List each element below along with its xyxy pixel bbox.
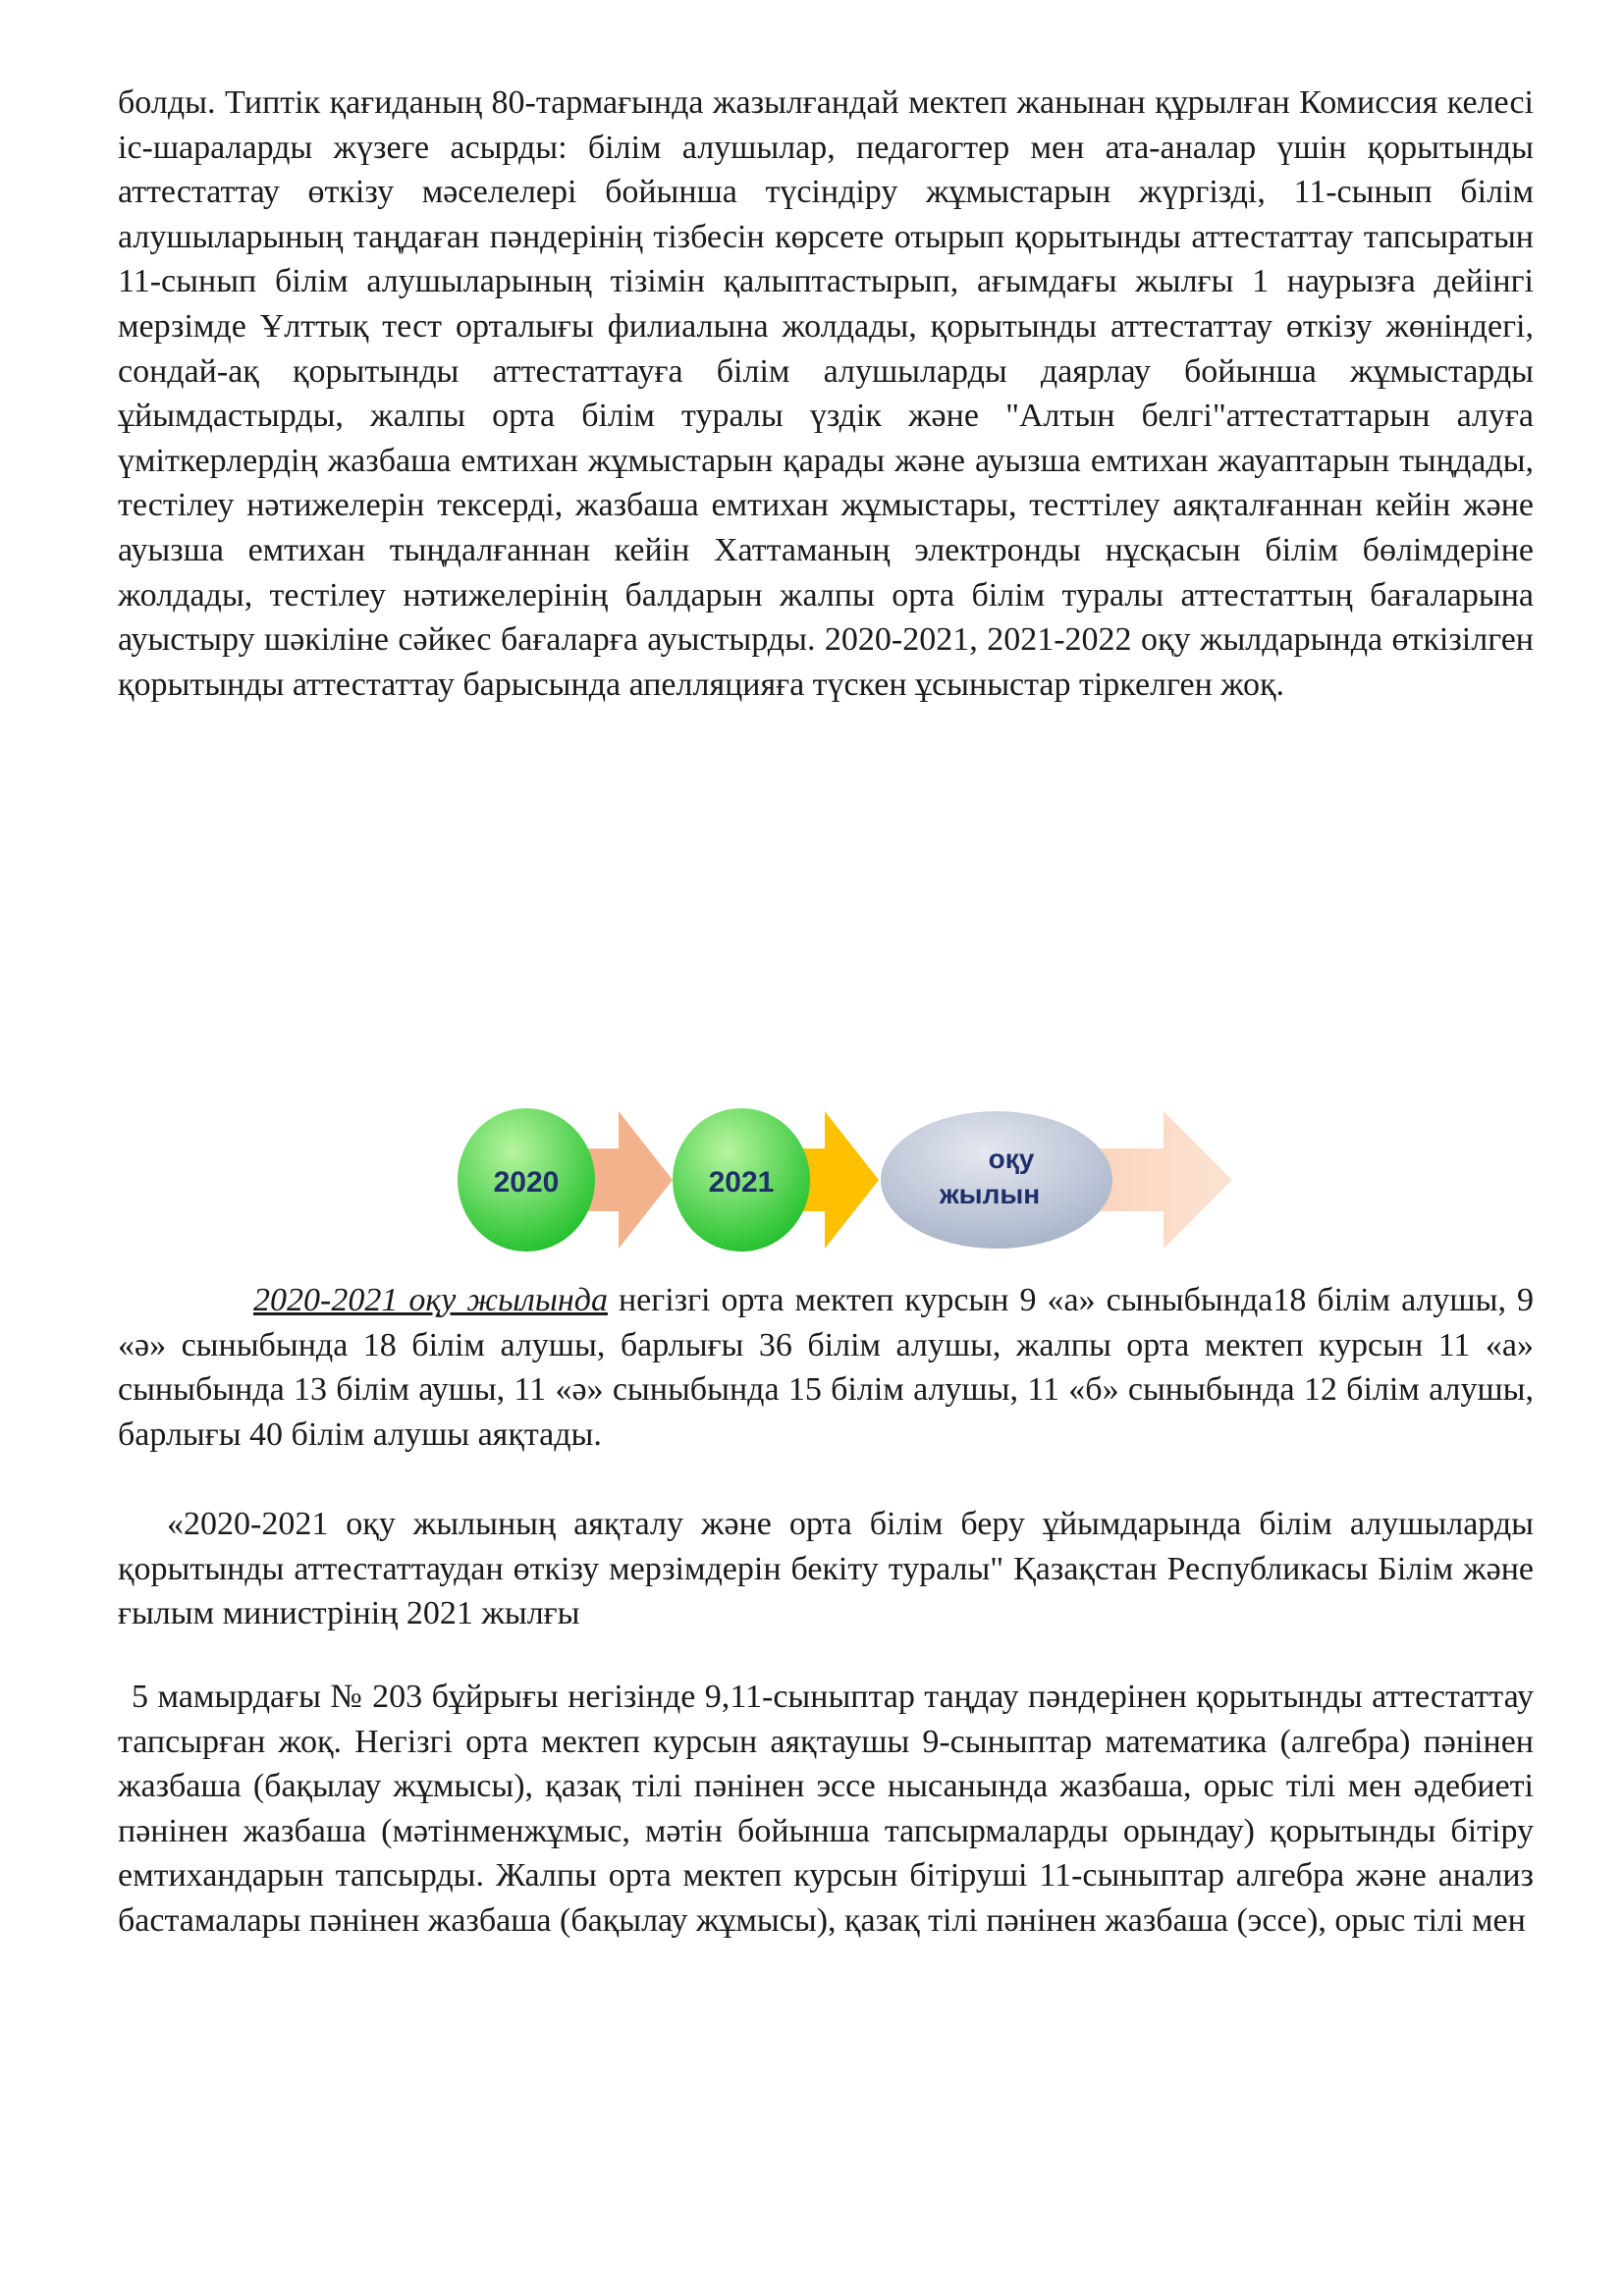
year-heading-italic: 2020-2021 оқу жылында [253,1282,608,1318]
paragraph-2020-2021-graduates [118,1278,1534,1457]
paragraph-exams: 5 мамырдағы № 203 бұйрығы негізінде 9,11-сыныптар таңдау пәндерінен қорытынды аттестаттау тапсырған жоқ. Негізгі орта мектеп курсын аяқтаушы 9-сыныптар математика (алгебра) пәнінен жазбаша (бақылау жұмысы), қазақ тілі пәнінен эссе нысанында жазбаша, орыс тілі мен әдебиеті пәнінен жазбаша (мәтінменжұмыс, мәтін бойынша тапсырмаларды орындау) қорытынды бітіру емтихандарын тапсырды. Жалпы орта мектеп курсын бітіруші 11-сыныптар алгебра және анализ бастамалары пәнінен жазбаша (бақылау жұмысы), қазақ тілі пәнінен жазбаша (эссе), орыс тілі мен [118,1679,1534,1939]
year-2021-label: 2021 [708,1166,775,1199]
diagram-svg [432,1097,1267,1264]
paragraph-2020-2021-text: негізгі орта мектеп курсын 9 «а» сыныбында18 білім алушы, 9 «ә» сыныбында 18 білім алушы, барлығы 36 білім алушы, жалпы орта мектеп курсын 11 «а» сыныбында 13 білім аушы, 11 «ә» сыныбында 15 білім алушы, 11 «б» сыныбында 12 білім алушы, барлығы 40 білім алушы аяқтады. [118,1282,1534,1453]
oval-label-line2: жылын [939,1179,1041,1209]
paragraph-commission-activities: болды. Типтік қағиданың 80-тармағында жазылғандай мектеп жанынан құрылған Комиссия келесі іс-шараларды жүзеге асырды: білім алушылар, педагогтер мен ата-аналар үшін қорытынды аттестаттау өткізу мәселелері бойынша түсіндіру жұмыстарын жүргізді, 11-сынып білім алушыларының таңдаған пәндерінің тізбесін көрсете отырып қорытынды аттестаттау тапсыратын 11-сынып білім алушыларының тізімін қалыптастырып, ағымдағы жылғы 1 наурызға дейінгі мерзімде Ұлттық тест орталығы филиалына жолдады, қорытынды аттестаттау өткізу жөніндегі, сондай-ақ қорытынды аттестаттауға білім алушыларды даярлау бойынша жұмыстарды ұйымдастырды, жалпы орта білім туралы үздік және "Алтын белгі"аттестаттарын алуға үміткерлердің жазбаша емтихан жұмыстарын қарады және ауызша емтихан жауаптарын тыңдады, тестілеу нәтижелерін тексерді, жазбаша емтихан жұмыстары, тесттілеу аяқталғаннан кейін және ауызша емтихан тыңдалғаннан кейін Хаттаманың электронды нұсқасын білім бөлімдеріне жолдады, тестілеу нәтижелерінің балдарын жалпы орта білім туралы аттестаттың бағаларына ауыстыру шәкіліне сәйкес бағаларға ауыстырды. 2020-2021, 2021-2022 оқу жылдарында өткізілген қорытынды аттестаттау барысында апелляцияға түскен ұсыныстар тіркелген жоқ. [118,84,1534,703]
academic-year-diagram [432,1097,1267,1264]
year-2020-label: 2020 [493,1166,560,1199]
oval-label-line1: оқу [988,1144,1035,1174]
paragraph-ministry-order: «2020-2021 оқу жылының аяқталу және орта білім беру ұйымдарында білім алушыларды қорытынды аттестаттаудан өткізу мерзімдерін бекіту туралы" Қазақстан Республикасы Білім және ғылым министрінің 2021 жылғы [118,1506,1534,1632]
